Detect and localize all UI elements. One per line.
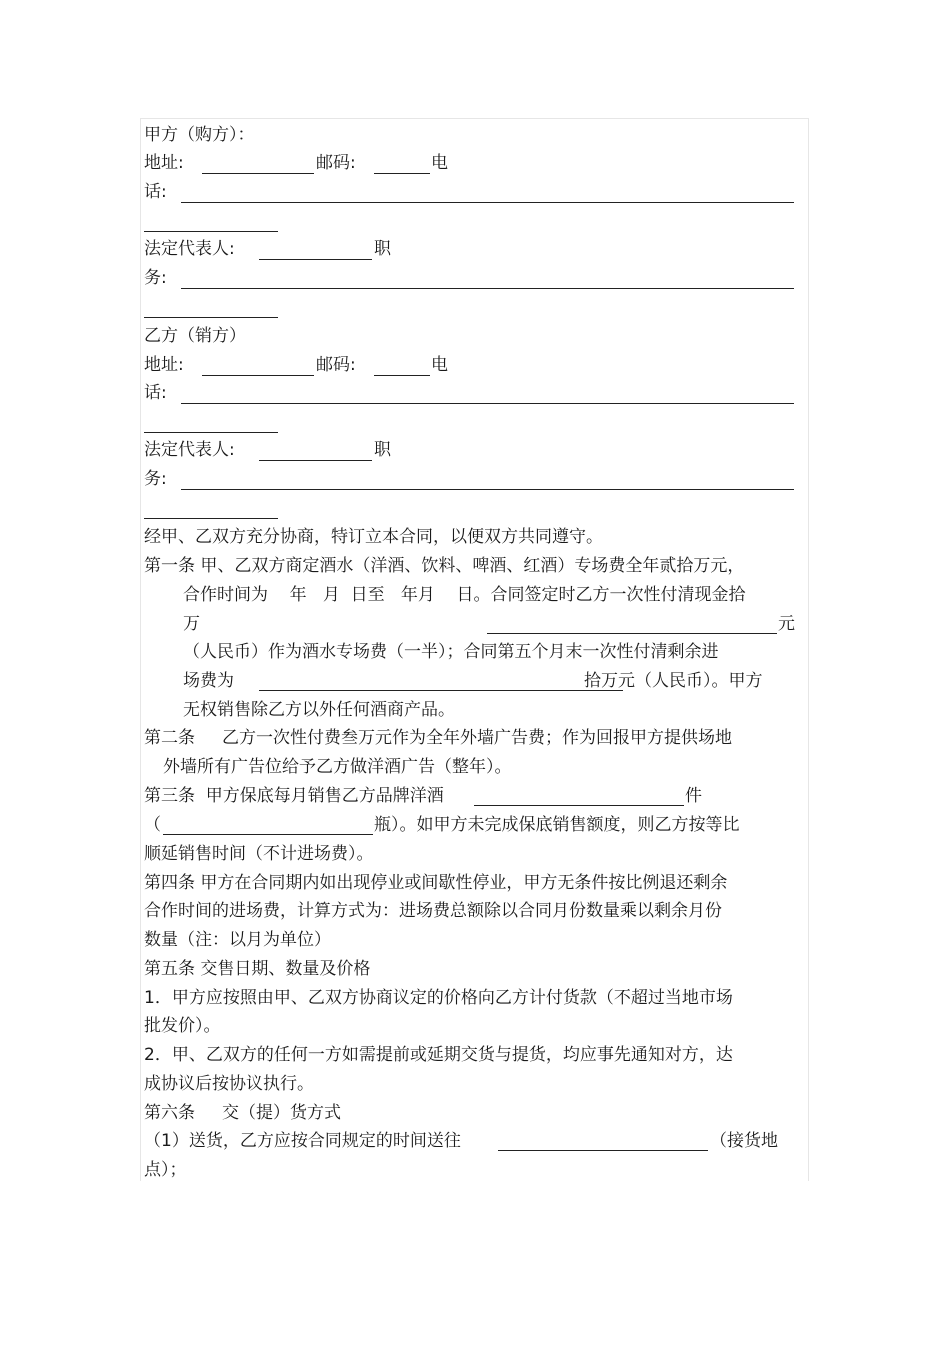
party-b-rep-field[interactable] [259, 460, 372, 461]
party-b-title-field-cont[interactable] [144, 518, 278, 519]
party-a-phone-field[interactable] [181, 202, 794, 203]
party-b-postcode-label: 邮码: [316, 355, 356, 375]
art1-line6: 无权销售除乙方以外任何酒商产品。 [183, 700, 455, 720]
party-b-address-field[interactable] [202, 375, 314, 376]
intro-text: 经甲、乙双方充分协商，特订立本合同，以便双方共同遵守。 [144, 527, 603, 547]
art1-line5b: 拾万元（人民币）。甲方 [584, 671, 763, 691]
art1-remaining-field[interactable] [259, 690, 623, 691]
party-b-heading: 乙方（销方） [144, 326, 246, 346]
party-a-heading: 甲方（购方）： [144, 125, 255, 145]
art1-line1: 第一条 甲、乙双方商定酒水（洋酒、饮料、啤酒、红酒）专场费全年贰拾万元， [144, 556, 745, 576]
art1-line5a: 场费为 [183, 671, 234, 691]
party-a-phone-field-cont[interactable] [144, 231, 278, 232]
art5-title: 第五条 交售日期、数量及价格 [144, 959, 371, 979]
party-a-postcode-label: 邮码: [316, 153, 356, 173]
art3-pieces-field[interactable] [474, 805, 684, 806]
party-b-phone-label-2: 话: [144, 383, 167, 403]
art2-line1: 第二条 乙方一次性付费叁万元作为全年外墙广告费；作为回报甲方提供场地 [144, 728, 733, 748]
party-a-postcode-field[interactable] [374, 173, 430, 174]
party-a-rep-field[interactable] [259, 259, 372, 260]
party-a-address-label: 地址: [144, 153, 184, 173]
party-a-title-label-2: 务: [144, 268, 167, 288]
party-a-address-field[interactable] [202, 173, 314, 174]
art1-amount-field[interactable] [487, 633, 777, 634]
party-a-title-field[interactable] [181, 288, 794, 289]
party-b-phone-label-1: 电 [431, 355, 448, 375]
art1-line2: 合作时间为 年 月 日至 年月 日。合同签定时乙方一次性付清现金拾 [183, 585, 746, 605]
art4-line2: 合作时间的进场费，计算方式为：进场费总额除以合同月份数量乘以剩余月份 [144, 901, 722, 921]
party-b-address-label: 地址: [144, 355, 184, 375]
party-b-phone-field[interactable] [181, 403, 794, 404]
party-b-title-field[interactable] [181, 489, 794, 490]
art3-line1b: 件 [685, 786, 702, 806]
party-a-rep-label: 法定代表人: [144, 239, 235, 259]
art5-item2-line2: 成协议后按协议执行。 [144, 1074, 314, 1094]
party-a-phone-label-1: 电 [431, 153, 448, 173]
art6-item1-line1b: （接货地 [710, 1131, 778, 1151]
art6-item1-line2: 点）； [144, 1160, 187, 1180]
art1-line4: （人民币）作为酒水专场费（一半）；合同第五个月末一次性付清剩余进 [183, 642, 719, 662]
art1-line3b: 元 [778, 614, 795, 634]
art3-line2a: （ [144, 815, 161, 835]
art6-title: 第六条 交（提）货方式 [144, 1103, 342, 1123]
art5-item2-line1: 2．甲、乙双方的任何一方如需提前或延期交货与提货，均应事先通知对方，达 [144, 1045, 733, 1065]
party-a-phone-label-2: 话: [144, 182, 167, 202]
party-b-phone-field-cont[interactable] [144, 432, 278, 433]
art4-line3: 数量（注：以月为单位） [144, 930, 331, 950]
art6-delivery-location-field[interactable] [498, 1150, 708, 1151]
art4-line1: 第四条 甲方在合同期内如出现停业或间歇性停业，甲方无条件按比例退还剩余 [144, 873, 728, 893]
party-b-postcode-field[interactable] [374, 375, 430, 376]
art5-item1-line1: 1．甲方应按照由甲、乙双方协商议定的价格向乙方计付货款（不超过当地市场 [144, 988, 733, 1008]
art3-bottles-field[interactable] [163, 834, 373, 835]
art3-line1a: 第三条 甲方保底每月销售乙方品牌洋酒 [144, 786, 444, 806]
art2-line2: 外墙所有广告位给予乙方做洋酒广告（整年）。 [163, 757, 512, 777]
party-a-title-label-1: 职 [374, 239, 391, 259]
art3-line3: 顺延销售时间（不计进场费）。 [144, 844, 374, 864]
party-b-rep-label: 法定代表人: [144, 440, 235, 460]
art3-line2b: 瓶）。如甲方未完成保底销售额度，则乙方按等比 [374, 815, 740, 835]
party-b-title-label-2: 务: [144, 469, 167, 489]
art6-item1-line1a: （1）送货，乙方应按合同规定的时间送往 [144, 1131, 461, 1151]
party-a-title-field-cont[interactable] [144, 317, 278, 318]
party-b-title-label-1: 职 [374, 440, 391, 460]
art5-item1-line2: 批发价）。 [144, 1016, 221, 1036]
art1-line3a: 万 [183, 614, 200, 634]
